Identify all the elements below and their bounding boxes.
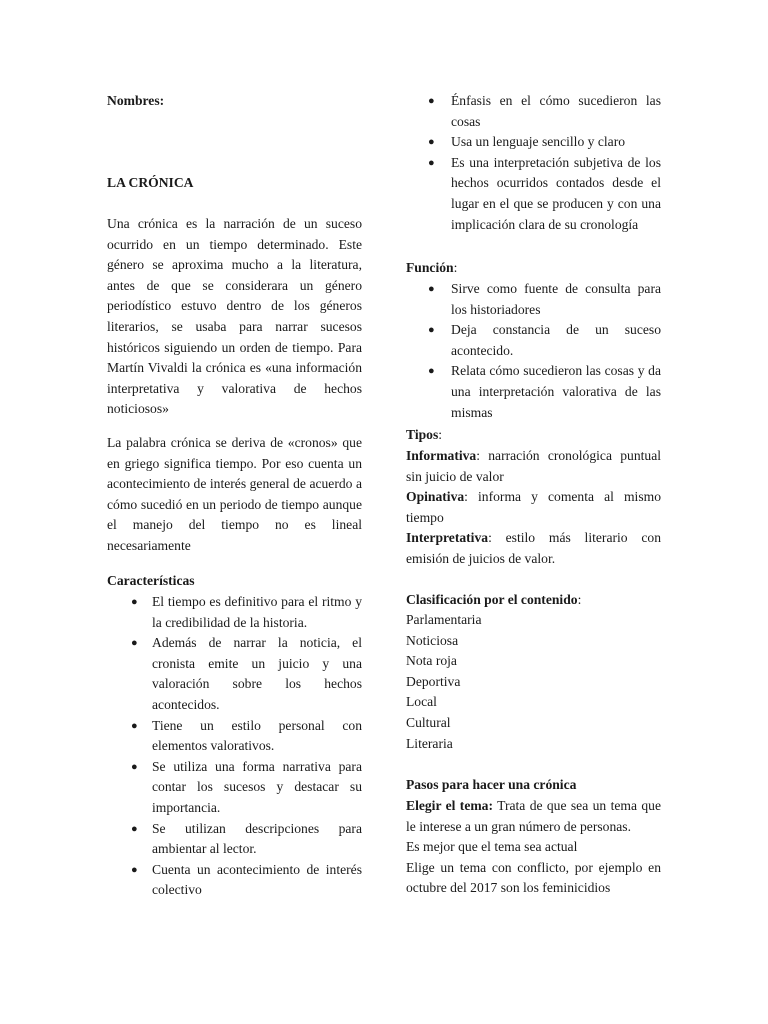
pasos-step-term: Elegir el tema: [406, 798, 493, 813]
pasos-step [406, 796, 661, 837]
list-item-text: Cuenta un acontecimiento de interés colectivo [152, 861, 362, 898]
pasos-heading: Pasos para hacer una crónica [406, 777, 577, 792]
list-item [107, 716, 362, 757]
list-item [406, 91, 661, 132]
funcion-list [406, 279, 661, 423]
list-item: Literaria [406, 735, 453, 751]
list-item [406, 132, 661, 153]
list-item [107, 757, 362, 819]
list-item [406, 361, 661, 423]
list-item: Nota roja [406, 653, 457, 669]
bullet-icon: ● [131, 596, 138, 608]
caracteristicas-heading: Características [107, 573, 195, 588]
tipos-heading [406, 425, 661, 446]
list-item-text: Se utilizan descripciones para ambientar al lector. [152, 820, 362, 857]
nombres-label: Nombres: [107, 93, 165, 108]
list-item-text: Además de narrar la noticia, el cronista emite un juicio y una valoración sobre los hechos acontecidos. [152, 635, 362, 712]
bullet-icon: ● [131, 719, 138, 732]
tipos-heading-text: Tipos [406, 427, 439, 442]
caracteristicas-list-continued [406, 91, 661, 235]
clasificacion-colon: : [577, 592, 582, 607]
tipo-desc: : narración cronológica puntual sin juicio de valor [406, 448, 661, 484]
bullet-icon: ● [428, 283, 435, 295]
list-item [406, 153, 661, 235]
list-item-text: Énfasis en el cómo sucedieron las cosas [451, 93, 661, 129]
list-item [107, 860, 362, 901]
page-title-text: LA CRÓNICA [107, 175, 194, 190]
list-item: Parlamentaria [406, 612, 482, 627]
bullet-icon: ● [131, 863, 138, 876]
tipo-item [406, 487, 661, 528]
list-item-text: Tiene un estilo personal con elementos valorativos. [152, 717, 362, 754]
pasos-line: Es mejor que el tema sea actual [406, 839, 578, 855]
tipo-term: Informativa [406, 448, 477, 463]
funcion-heading-text: Función [406, 260, 454, 275]
list-item [406, 320, 661, 361]
funcion-heading [406, 258, 661, 279]
list-item [107, 633, 362, 715]
bullet-icon: ● [131, 637, 138, 650]
tipo-item [406, 528, 661, 569]
list-item [107, 819, 362, 860]
list-item: Local [406, 694, 437, 710]
clasificacion-list [406, 610, 661, 754]
bullet-icon: ● [428, 365, 435, 378]
list-item [406, 279, 661, 320]
bullet-icon: ● [428, 136, 435, 149]
clasificacion-heading [406, 590, 661, 611]
intro-paragraph: Una crónica es la narración de un suceso ocurrido en un tiempo determinado. Este género se aproxima mucho a la literatura, antes de que se considerara un género periodístico estuvo dentro de los géneros literarios, se usaba para narrar sucesos históricos siguiendo un orden de tiempo. Para Martín Vivaldi la crónica es «una información interpretativa y valorativa de hechos noticiosos» [107, 216, 362, 417]
list-item: Cultural [406, 714, 451, 730]
bullet-icon: ● [428, 95, 435, 107]
list-item-text: Sirve como fuente de consulta para los historiadores [451, 281, 661, 317]
list-item-text: Relata cómo sucedieron las cosas y da una interpretación valorativa de las mismas [451, 363, 661, 420]
list-item: Deportiva [406, 673, 461, 689]
list-item-text: Usa un lenguaje sencillo y claro [451, 134, 626, 150]
tipo-term: Interpretativa [406, 530, 489, 546]
list-item [107, 592, 362, 633]
clasificacion-heading-text: Clasificación por el contenido [406, 592, 578, 607]
pasos-body [406, 796, 661, 899]
tipo-term: Opinativa [406, 489, 465, 505]
bullet-icon: ● [428, 324, 435, 337]
bullet-icon: ● [428, 156, 435, 169]
tipo-desc: : estilo más literario con emisión de juicios de valor. [406, 530, 661, 566]
funcion-colon: : [453, 260, 458, 275]
list-item-text: Deja constancia de un suceso acontecido. [451, 322, 661, 358]
tipo-desc: : informa y comenta al mismo tiempo [406, 489, 661, 525]
tipos-list [406, 446, 661, 570]
page-title [107, 173, 362, 194]
tipos-colon: : [438, 427, 443, 442]
pasos-step-desc: Trata de que sea un tema que le interese a un gran número de personas. [406, 798, 661, 834]
bullet-icon: ● [131, 760, 138, 773]
list-item-text: Es una interpretación subjetiva de los hechos ocurridos contados desde el lugar en el que se producen y con una implicación clara de su cronología [451, 154, 661, 232]
bullet-icon: ● [131, 822, 138, 835]
tipo-item [406, 446, 661, 487]
list-item-text: El tiempo es definitivo para el ritmo y la credibilidad de la historia. [152, 594, 362, 630]
pasos-line: Elige un tema con conflicto, por ejemplo en octubre del 2017 son los feminicidios [406, 859, 661, 896]
etymology-paragraph: La palabra crónica se deriva de «cronos» que en griego significa tiempo. Por eso cuenta un acontecimiento de interés general de acuerdo a cómo sucedió en un periodo de tiempo aunque el manejo del tiempo no es lineal necesariamente [107, 435, 362, 553]
caracteristicas-list [107, 592, 362, 901]
list-item: Noticiosa [406, 632, 459, 648]
list-item-text: Se utiliza una forma narrativa para contar los sucesos y destacar su importancia. [152, 758, 362, 815]
